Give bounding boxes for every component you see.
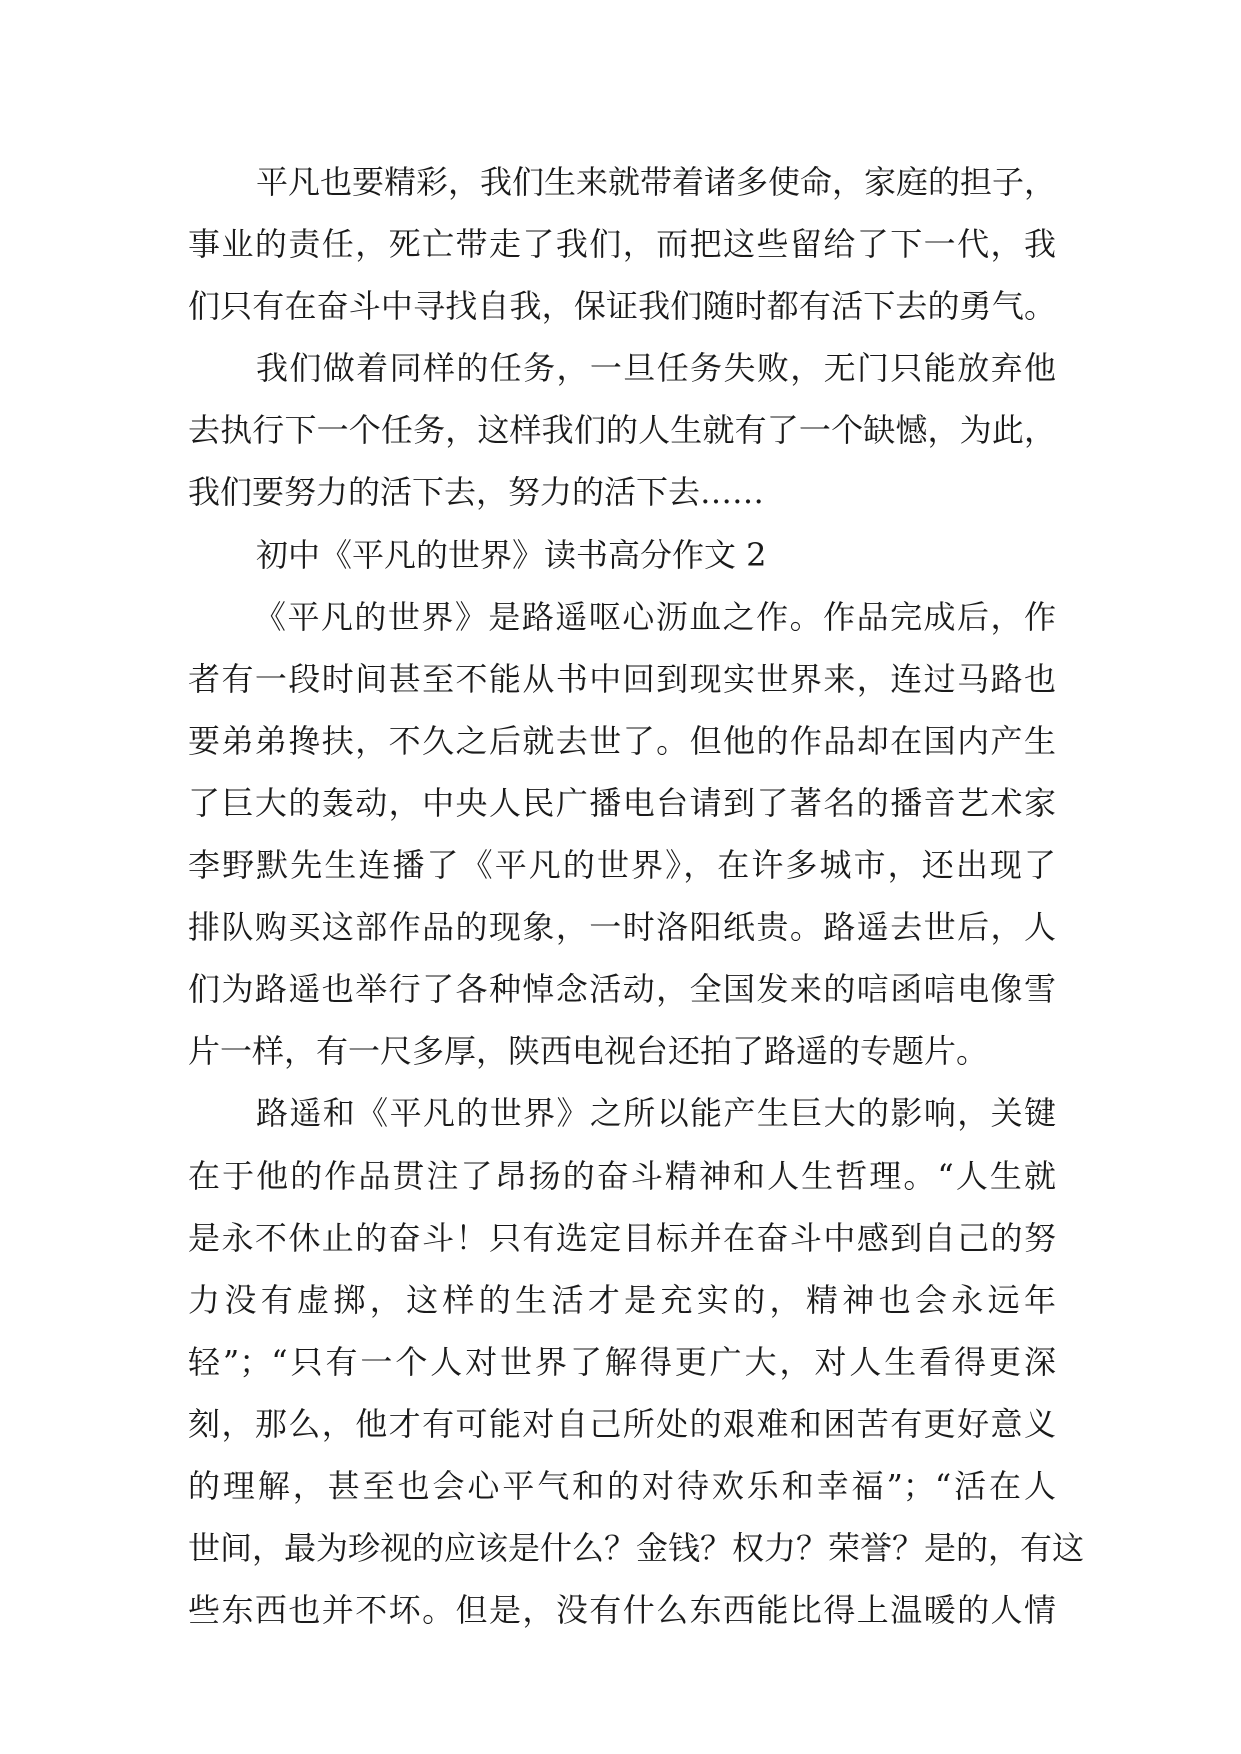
text-line: 片一样，有一尺多厚，陕西电视台还拍了路遥的专题片。	[188, 1032, 989, 1071]
text-line: 们为路遥也举行了各种悼念活动，全国发来的唁函唁电像雪	[188, 970, 1056, 1009]
paragraph-4	[188, 1093, 1085, 1652]
text-line: 刻，那么，他才有可能对自己所处的艰难和困苦有更好意义	[188, 1404, 1056, 1443]
paragraph-3	[188, 597, 1056, 1094]
paragraph-2	[188, 348, 1056, 534]
document-body	[188, 162, 1085, 1652]
text-line: 《平凡的世界》是路遥呕心沥血之作。作品完成后，作	[254, 597, 1056, 636]
text-line: 轻”；“只有一个人对世界了解得更广大，对人生看得更深	[188, 1342, 1056, 1381]
text-line: 我们要努力的活下去，努力的活下去……	[188, 473, 765, 512]
text-line: 在于他的作品贯注了昂扬的奋斗精神和人生哲理。“人生就	[188, 1156, 1056, 1195]
section-heading	[188, 535, 1056, 597]
paragraph-1	[188, 162, 1056, 348]
heading-line: 初中《平凡的世界》读书高分作文 2	[256, 535, 767, 574]
text-line: 们只有在奋斗中寻找自我，保证我们随时都有活下去的勇气。	[188, 287, 1056, 326]
text-line: 要弟弟搀扶，不久之后就去世了。但他的作品却在国内产生	[188, 721, 1056, 760]
text-line: 平凡也要精彩，我们生来就带着诸多使命，家庭的担子，	[256, 163, 1057, 201]
text-line: 力没有虚掷，这样的生活才是充实的，精神也会永远年	[188, 1280, 1056, 1319]
text-line: 是永不休止的奋斗！只有选定目标并在奋斗中感到自己的努	[188, 1218, 1056, 1257]
text-line: 些东西也并不坏。但是，没有什么东西能比得上温暖的人情	[188, 1591, 1056, 1630]
text-line: 了巨大的轰动，中央人民广播电台请到了著名的播音艺术家	[188, 783, 1056, 822]
text-line: 李野默先生连播了《平凡的世界》，在许多城市，还出现了	[188, 846, 1056, 885]
text-line: 排队购买这部作品的现象，一时洛阳纸贵。路遥去世后，人	[188, 908, 1056, 947]
text-line: 路遥和《平凡的世界》之所以能产生巨大的影响，关键	[256, 1094, 1056, 1133]
text-line: 世间，最为珍视的应该是什么？金钱？权力？荣誉？是的，有这	[188, 1529, 1085, 1568]
text-line: 事业的责任，死亡带走了我们，而把这些留给了下一代，我	[188, 225, 1056, 264]
text-line: 的理解，甚至也会心平气和的对待欢乐和幸福”；“活在人	[188, 1466, 1056, 1505]
text-line: 我们做着同样的任务，一旦任务失败，无门只能放弃他	[256, 349, 1056, 388]
text-line: 去执行下一个任务，这样我们的人生就有了一个缺憾，为此，	[188, 411, 1056, 450]
text-line: 者有一段时间甚至不能从书中回到现实世界来，连过马路也	[188, 659, 1056, 698]
